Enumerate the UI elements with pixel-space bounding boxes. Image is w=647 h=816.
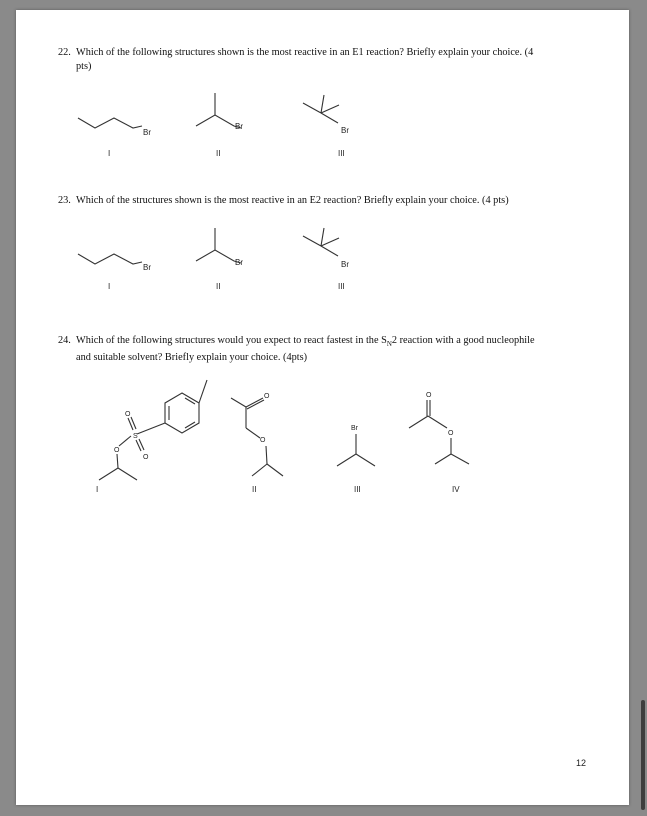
atom-label-br: Br [341, 260, 349, 269]
label-I: I [108, 282, 111, 291]
atom-label-o: O [114, 447, 120, 454]
question-23 [58, 194, 568, 208]
question-text: Which of the structures shown is the most reactive in an E2 reaction? Briefly explain your choice. (4 pts) [76, 195, 509, 206]
question-number: 22. [58, 47, 71, 58]
question-text-cont: and suitable solvent? Briefly explain your choice. (4pts) [76, 352, 308, 364]
label-I: I [96, 485, 99, 494]
scrollbar[interactable] [641, 700, 645, 810]
atom-label-br: Br [143, 128, 151, 137]
atom-label-o: O [426, 392, 432, 399]
atom-label-br: Br [235, 122, 243, 131]
atom-label-o: O [448, 430, 454, 437]
label-IV: IV [452, 485, 460, 494]
structure-23-I [76, 234, 156, 274]
label-I: I [108, 149, 111, 158]
atom-label-o: O [125, 411, 131, 418]
question-number: 23. [58, 195, 71, 206]
atom-label-s: S [133, 433, 138, 440]
question-text: Which of the following structures would you expect to react fastest in the S [76, 335, 387, 346]
label-II: II [216, 282, 221, 291]
structure-24-I [71, 372, 231, 482]
question-text: 2 reaction with a good nucleophile [391, 335, 535, 346]
question-number: 24. [58, 335, 71, 346]
label-III: III [338, 282, 345, 291]
structure-23-II [191, 223, 261, 273]
atom-label-o: O [264, 393, 270, 400]
structure-24-IV [391, 384, 491, 484]
label-III: III [354, 485, 361, 494]
structure-22-I [76, 98, 156, 138]
atom-label-o: O [260, 437, 266, 444]
structure-22-II [191, 88, 261, 138]
atom-label-o: O [143, 454, 149, 461]
structure-24-III [321, 416, 391, 481]
atom-label-br: Br [143, 263, 151, 272]
question-text: Which of the following structures shown is the most reactive in an E1 reaction? Briefly explain your choice. (4 [76, 47, 534, 58]
atom-label-br: Br [235, 258, 243, 267]
question-text-subscript: N [386, 340, 392, 349]
label-III: III [338, 149, 345, 158]
question-text-cont: pts) [76, 61, 92, 72]
structure-23-III [296, 218, 366, 273]
structure-22-III [296, 85, 366, 140]
label-II: II [216, 149, 221, 158]
atom-label-br: Br [351, 425, 358, 432]
question-22 [58, 46, 568, 74]
question-24 [58, 334, 568, 365]
atom-label-br: Br [341, 126, 349, 135]
page-number: 12 [576, 758, 587, 768]
document-page [16, 10, 629, 805]
label-II: II [252, 485, 257, 494]
structure-24-II [221, 380, 291, 490]
